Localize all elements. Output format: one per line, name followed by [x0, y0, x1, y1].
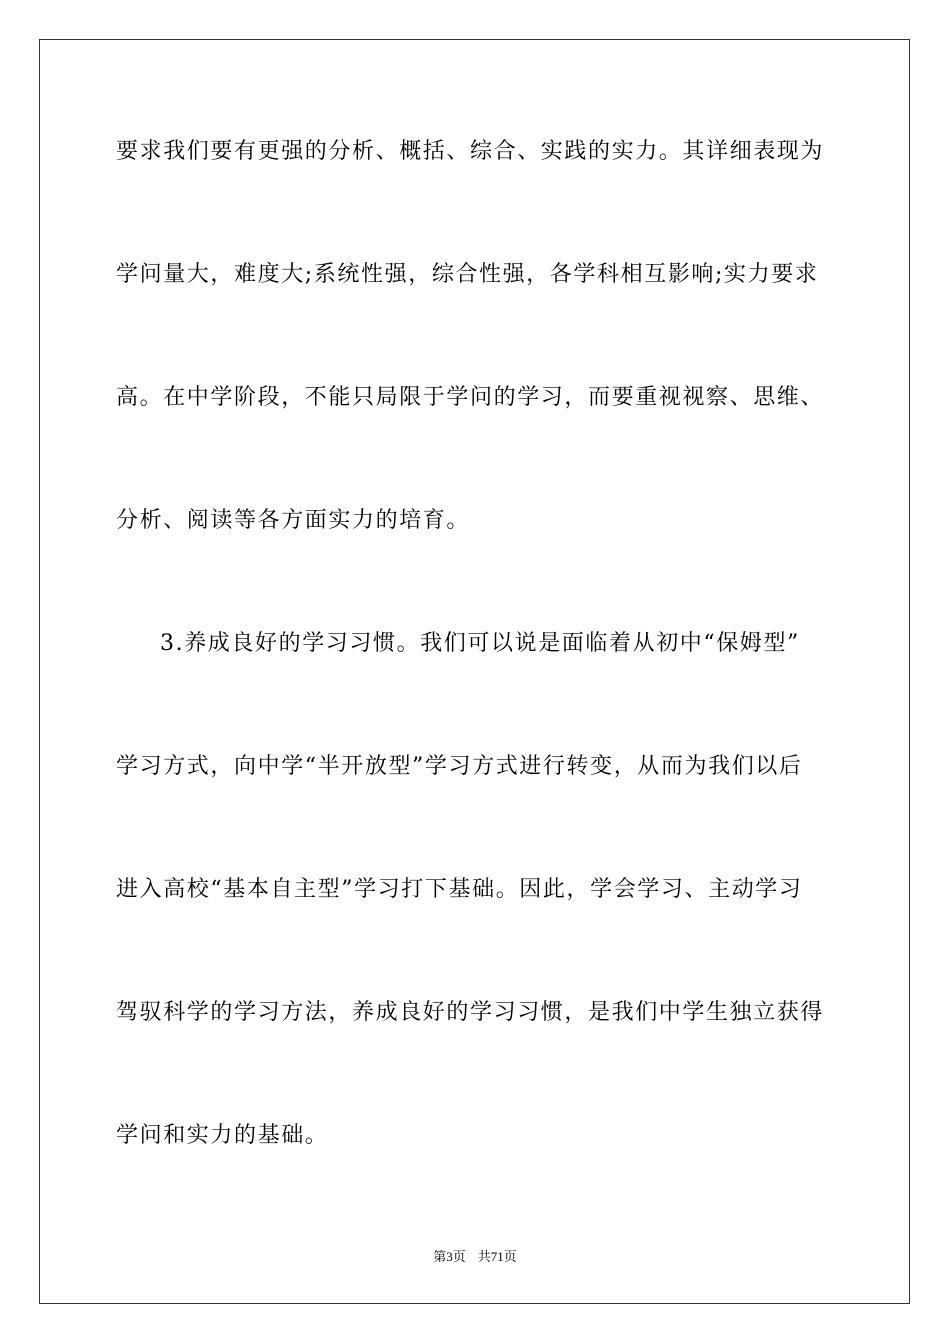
page-number: 第3页: [433, 1249, 466, 1264]
page-frame: [39, 39, 910, 1304]
body-text-line-2: 学问量大，难度大;系统性强，综合性强，各学科相互影响;实力要求: [116, 262, 819, 287]
body-text-line-1: 要求我们要有更强的分析、概括、综合、实践的实力。其详细表现为: [116, 139, 825, 164]
page-total: 共71页: [477, 1249, 517, 1264]
body-text-line-5: 3.养成良好的学习习惯。我们可以说是面临着从初中“保姆型”: [160, 631, 800, 656]
body-text-line-3: 高。在中学阶段，不能只局限于学问的学习，而要重视视察、思维、: [116, 385, 825, 410]
body-text-line-9: 学问和实力的基础。: [116, 1123, 329, 1148]
page-footer: [0, 1248, 950, 1266]
body-text-line-4: 分析、阅读等各方面实力的培育。: [116, 508, 471, 533]
body-text-line-6: 学习方式，向中学“半开放型”学习方式进行转变，从而为我们以后: [116, 754, 803, 779]
body-text-line-7: 进入高校“基本自主型”学习打下基础。因此，学会学习、主动学习: [116, 877, 803, 902]
body-text-line-8: 驾驭科学的学习方法，养成良好的学习习惯，是我们中学生独立获得: [116, 1000, 825, 1025]
